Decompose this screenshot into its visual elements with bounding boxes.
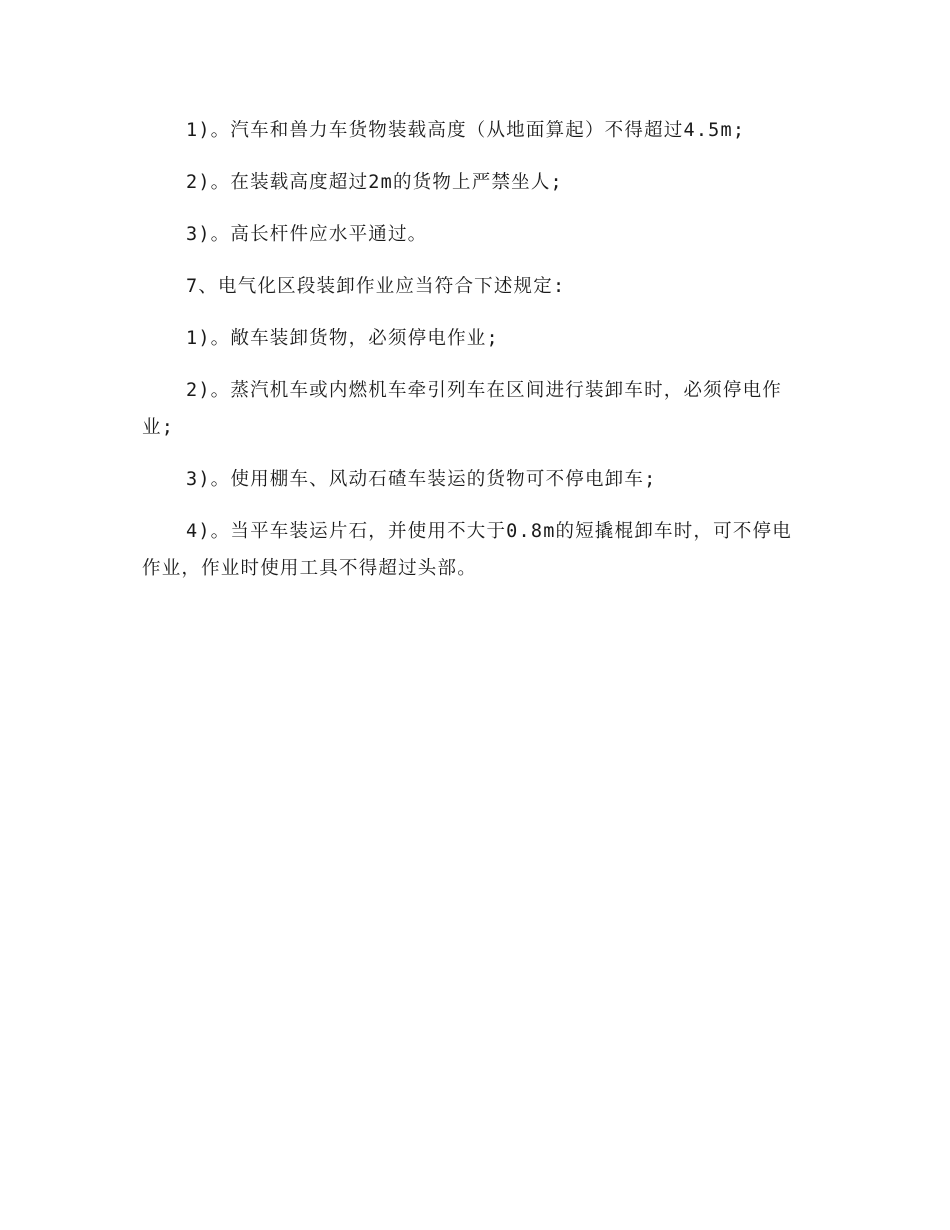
paragraph-item-2b: 2)。蒸汽机车或内燃机车牵引列车在区间进行装卸车时，必须停电作业; — [142, 380, 782, 438]
paragraph-item-2: 2)。在装载高度超过2m的货物上严禁坐人; — [186, 172, 563, 193]
paragraph-item-4b: 4)。当平车装运片石，并使用不大于0.8m的短撬棍卸车时，可不停电作业，作业时使用工具不得超过头部。 — [142, 521, 792, 579]
section-heading-7: 7、电气化区段装卸作业应当符合下述规定: — [186, 276, 566, 297]
paragraph-item-1b: 1)。敞车装卸货物，必须停电作业; — [186, 328, 499, 349]
document-body — [142, 112, 807, 602]
paragraph-item-3b: 3)。使用棚车、风动石碴车装运的货物可不停电卸车; — [186, 469, 657, 490]
paragraph-item-3: 3)。高长杆件应水平通过。 — [186, 224, 428, 245]
paragraph-item-1: 1)。汽车和兽力车货物装载高度（从地面算起）不得超过4.5m; — [186, 120, 746, 141]
